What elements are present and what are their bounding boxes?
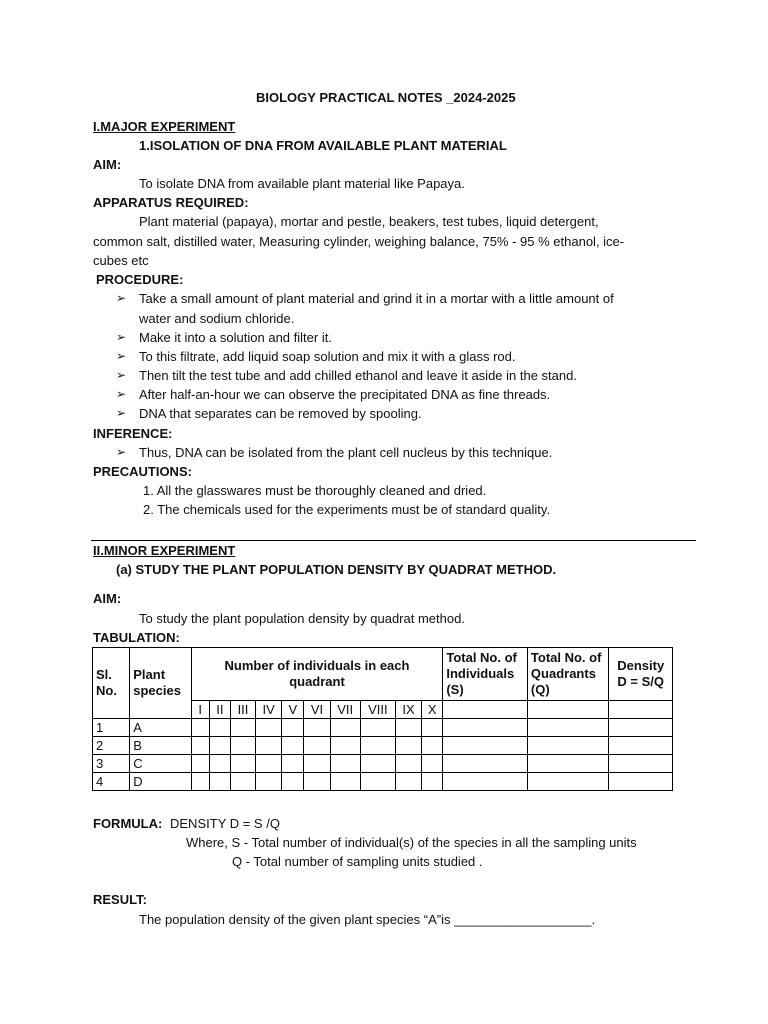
formula-label: FORMULA:	[93, 816, 163, 831]
quadrant-number: VII	[330, 701, 360, 719]
inference-text: Thus, DNA can be isolated from the plant cell nucleus by this technique.	[139, 445, 553, 460]
row-species: D	[130, 773, 191, 791]
table-header-row	[93, 648, 673, 701]
quadrant-number: VI	[304, 701, 330, 719]
arrow-bullet-icon: ➢	[116, 330, 127, 344]
header-plant-species: Plant species	[130, 648, 191, 719]
apparatus-line: common salt, distilled water, Measuring cylinder, weighing balance, 75% - 95 % ethanol, ice-	[93, 234, 625, 249]
row-species: A	[130, 719, 191, 737]
quadrant-number: I	[191, 701, 209, 719]
quadrat-table	[92, 647, 673, 791]
formula-where-q: Q - Total number of sampling units studied .	[232, 854, 483, 869]
minor-experiment-title: (a) STUDY THE PLANT POPULATION DENSITY BY QUADRAT METHOD.	[116, 562, 557, 577]
empty-cell	[443, 701, 528, 719]
aim-label: AIM:	[93, 157, 122, 172]
minor-experiment-heading: II.MINOR EXPERIMENT	[93, 543, 236, 558]
arrow-bullet-icon: ➢	[116, 349, 127, 363]
table-row	[93, 773, 673, 791]
procedure-step: Then tilt the test tube and add chilled ethanol and leave it aside in the stand.	[139, 368, 577, 383]
header-number-of-individuals: Number of individuals in each quadrant	[191, 648, 443, 701]
header-density: Density D = S/Q	[609, 648, 673, 701]
minor-aim-label: AIM:	[93, 591, 122, 606]
major-experiment-heading: I.MAJOR EXPERIMENT	[93, 119, 236, 134]
quadrant-number: V	[282, 701, 304, 719]
procedure-step: To this filtrate, add liquid soap solution and mix it with a glass rod.	[139, 349, 516, 364]
empty-cell	[527, 701, 609, 719]
apparatus-line: Plant material (papaya), mortar and pestle, beakers, test tubes, liquid detergent,	[139, 214, 599, 229]
precaution-item: 1. All the glasswares must be thoroughly cleaned and dried.	[143, 483, 487, 498]
major-experiment-title: 1.ISOLATION OF DNA FROM AVAILABLE PLANT MATERIAL	[139, 138, 507, 153]
quadrant-number: IX	[395, 701, 421, 719]
procedure-step: After half-an-hour we can observe the precipitated DNA as fine threads.	[139, 387, 551, 402]
aim-text: To isolate DNA from available plant material like Papaya.	[139, 176, 465, 191]
precautions-label: PRECAUTIONS:	[93, 464, 192, 479]
procedure-step: Take a small amount of plant material and grind it in a mortar with a little amount of	[139, 291, 614, 306]
procedure-label: PROCEDURE:	[96, 272, 184, 287]
procedure-step: DNA that separates can be removed by spooling.	[139, 406, 422, 421]
section-divider	[91, 540, 696, 541]
precaution-item: 2. The chemicals used for the experiments must be of standard quality.	[143, 502, 551, 517]
tabulation-label: TABULATION:	[93, 630, 180, 645]
table-row	[93, 755, 673, 773]
table-row	[93, 737, 673, 755]
arrow-bullet-icon: ➢	[116, 368, 127, 382]
arrow-bullet-icon: ➢	[116, 406, 127, 420]
minor-aim-text: To study the plant population density by quadrat method.	[139, 611, 465, 626]
row-sl: 2	[93, 737, 130, 755]
row-sl: 1	[93, 719, 130, 737]
formula-where-s: Where, S - Total number of individual(s) of the species in all the sampling units	[186, 835, 637, 850]
quadrant-number: VIII	[360, 701, 395, 719]
apparatus-label: APPARATUS REQUIRED:	[93, 195, 249, 210]
header-total-quadrants: Total No. of Quadrants (Q)	[527, 648, 609, 701]
header-total-individuals: Total No. of Individuals (S)	[443, 648, 528, 701]
row-species: C	[130, 755, 191, 773]
header-sl-no: Sl. No.	[93, 648, 130, 719]
arrow-bullet-icon: ➢	[116, 387, 127, 401]
row-species: B	[130, 737, 191, 755]
procedure-step: Make it into a solution and filter it.	[139, 330, 332, 345]
quadrant-number: II	[209, 701, 230, 719]
row-sl: 3	[93, 755, 130, 773]
page-title: BIOLOGY PRACTICAL NOTES _2024-2025	[256, 90, 516, 105]
arrow-bullet-icon: ➢	[116, 445, 127, 459]
quadrant-number: IV	[256, 701, 282, 719]
row-sl: 4	[93, 773, 130, 791]
quadrant-number: X	[422, 701, 443, 719]
arrow-bullet-icon: ➢	[116, 291, 127, 305]
result-text: The population density of the given plant species “A”is ___________________.	[139, 912, 596, 927]
table-row	[93, 719, 673, 737]
result-label: RESULT:	[93, 892, 147, 907]
apparatus-line: cubes etc	[93, 253, 149, 268]
inference-label: INFERENCE:	[93, 426, 173, 441]
procedure-step-continuation: water and sodium chloride.	[139, 311, 295, 326]
formula-text: DENSITY D = S /Q	[170, 816, 280, 831]
empty-cell	[609, 701, 673, 719]
quadrant-number: III	[230, 701, 255, 719]
